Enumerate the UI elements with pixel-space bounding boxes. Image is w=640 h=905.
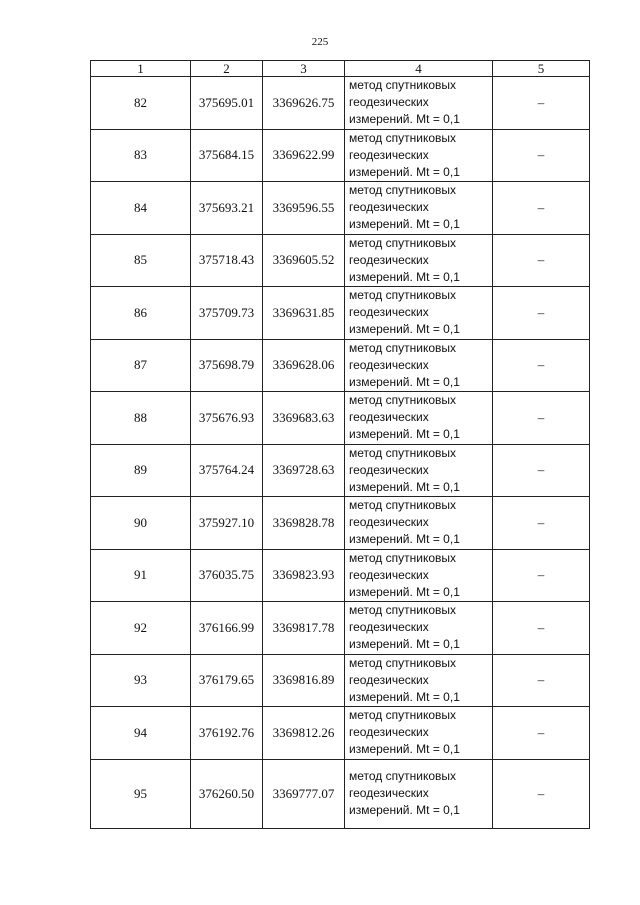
table-row bbox=[91, 129, 590, 182]
y-coordinate-cell: 3369605.52 bbox=[263, 234, 345, 287]
table-row bbox=[91, 497, 590, 550]
point-number-cell: 89 bbox=[91, 444, 191, 497]
x-coordinate-cell: 375695.01 bbox=[191, 77, 263, 130]
point-number-cell: 85 bbox=[91, 234, 191, 287]
x-coordinate-cell: 376179.65 bbox=[191, 654, 263, 707]
table-row bbox=[91, 234, 590, 287]
y-coordinate-cell: 3369631.85 bbox=[263, 287, 345, 340]
table-body bbox=[91, 77, 590, 829]
x-coordinate-cell: 375709.73 bbox=[191, 287, 263, 340]
method-cell: метод спутниковых геодезических измерений. Mt = 0,1 bbox=[345, 444, 493, 497]
x-coordinate-cell: 375693.21 bbox=[191, 182, 263, 235]
y-coordinate-cell: 3369628.06 bbox=[263, 339, 345, 392]
method-cell: метод спутниковых геодезических измерений. Mt = 0,1 bbox=[345, 182, 493, 235]
method-cell: метод спутниковых геодезических измерений. Mt = 0,1 bbox=[345, 234, 493, 287]
method-cell: метод спутниковых геодезических измерений. Mt = 0,1 bbox=[345, 287, 493, 340]
x-coordinate-cell: 375764.24 bbox=[191, 444, 263, 497]
note-cell: – bbox=[493, 707, 590, 760]
table-row bbox=[91, 444, 590, 497]
x-coordinate-cell: 376192.76 bbox=[191, 707, 263, 760]
point-number-cell: 92 bbox=[91, 602, 191, 655]
method-cell: метод спутниковых геодезических измерений. Mt = 0,1 bbox=[345, 497, 493, 550]
method-cell: метод спутниковых геодезических измерений. Mt = 0,1 bbox=[345, 602, 493, 655]
point-number-cell: 82 bbox=[91, 77, 191, 130]
x-coordinate-cell: 376035.75 bbox=[191, 549, 263, 602]
x-coordinate-cell: 375718.43 bbox=[191, 234, 263, 287]
point-number-cell: 90 bbox=[91, 497, 191, 550]
point-number-cell: 88 bbox=[91, 392, 191, 445]
y-coordinate-cell: 3369823.93 bbox=[263, 549, 345, 602]
x-coordinate-cell: 375684.15 bbox=[191, 129, 263, 182]
note-cell: – bbox=[493, 339, 590, 392]
method-cell: метод спутниковых геодезических измерений. Mt = 0,1 bbox=[345, 707, 493, 760]
table-row bbox=[91, 339, 590, 392]
table-row bbox=[91, 707, 590, 760]
point-number-cell: 91 bbox=[91, 549, 191, 602]
table-header-row bbox=[91, 61, 590, 77]
point-number-cell: 86 bbox=[91, 287, 191, 340]
x-coordinate-cell: 375927.10 bbox=[191, 497, 263, 550]
y-coordinate-cell: 3369626.75 bbox=[263, 77, 345, 130]
table-row bbox=[91, 654, 590, 707]
table-row bbox=[91, 77, 590, 130]
table-row bbox=[91, 759, 590, 828]
note-cell: – bbox=[493, 287, 590, 340]
x-coordinate-cell: 375676.93 bbox=[191, 392, 263, 445]
table-row bbox=[91, 602, 590, 655]
point-number-cell: 83 bbox=[91, 129, 191, 182]
note-cell: – bbox=[493, 234, 590, 287]
point-number-cell: 93 bbox=[91, 654, 191, 707]
note-cell: – bbox=[493, 602, 590, 655]
note-cell: – bbox=[493, 497, 590, 550]
method-cell: метод спутниковых геодезических измерений. Mt = 0,1 bbox=[345, 759, 493, 828]
y-coordinate-cell: 3369816.89 bbox=[263, 654, 345, 707]
method-cell: метод спутниковых геодезических измерений. Mt = 0,1 bbox=[345, 654, 493, 707]
point-number-cell: 87 bbox=[91, 339, 191, 392]
table-row bbox=[91, 392, 590, 445]
point-number-cell: 94 bbox=[91, 707, 191, 760]
method-cell: метод спутниковых геодезических измерений. Mt = 0,1 bbox=[345, 129, 493, 182]
page-number: 225 bbox=[311, 36, 329, 48]
y-coordinate-cell: 3369828.78 bbox=[263, 497, 345, 550]
note-cell: – bbox=[493, 392, 590, 445]
note-cell: – bbox=[493, 654, 590, 707]
y-coordinate-cell: 3369728.63 bbox=[263, 444, 345, 497]
point-number-cell: 95 bbox=[91, 759, 191, 828]
table-row bbox=[91, 549, 590, 602]
note-cell: – bbox=[493, 549, 590, 602]
x-coordinate-cell: 375698.79 bbox=[191, 339, 263, 392]
y-coordinate-cell: 3369596.55 bbox=[263, 182, 345, 235]
y-coordinate-cell: 3369777.07 bbox=[263, 759, 345, 828]
column-header: 3 bbox=[263, 61, 345, 77]
note-cell: – bbox=[493, 444, 590, 497]
x-coordinate-cell: 376166.99 bbox=[191, 602, 263, 655]
method-cell: метод спутниковых геодезических измерений. Mt = 0,1 bbox=[345, 339, 493, 392]
x-coordinate-cell: 376260.50 bbox=[191, 759, 263, 828]
column-header: 5 bbox=[493, 61, 590, 77]
coordinates-table bbox=[90, 60, 590, 829]
note-cell: – bbox=[493, 129, 590, 182]
column-header: 2 bbox=[191, 61, 263, 77]
y-coordinate-cell: 3369812.26 bbox=[263, 707, 345, 760]
column-header: 4 bbox=[345, 61, 493, 77]
note-cell: – bbox=[493, 759, 590, 828]
y-coordinate-cell: 3369622.99 bbox=[263, 129, 345, 182]
method-cell: метод спутниковых геодезических измерений. Mt = 0,1 bbox=[345, 392, 493, 445]
column-header: 1 bbox=[91, 61, 191, 77]
y-coordinate-cell: 3369683.63 bbox=[263, 392, 345, 445]
point-number-cell: 84 bbox=[91, 182, 191, 235]
method-cell: метод спутниковых геодезических измерений. Mt = 0,1 bbox=[345, 77, 493, 130]
table-row bbox=[91, 287, 590, 340]
method-cell: метод спутниковых геодезических измерений. Mt = 0,1 bbox=[345, 549, 493, 602]
note-cell: – bbox=[493, 77, 590, 130]
y-coordinate-cell: 3369817.78 bbox=[263, 602, 345, 655]
note-cell: – bbox=[493, 182, 590, 235]
table-row bbox=[91, 182, 590, 235]
